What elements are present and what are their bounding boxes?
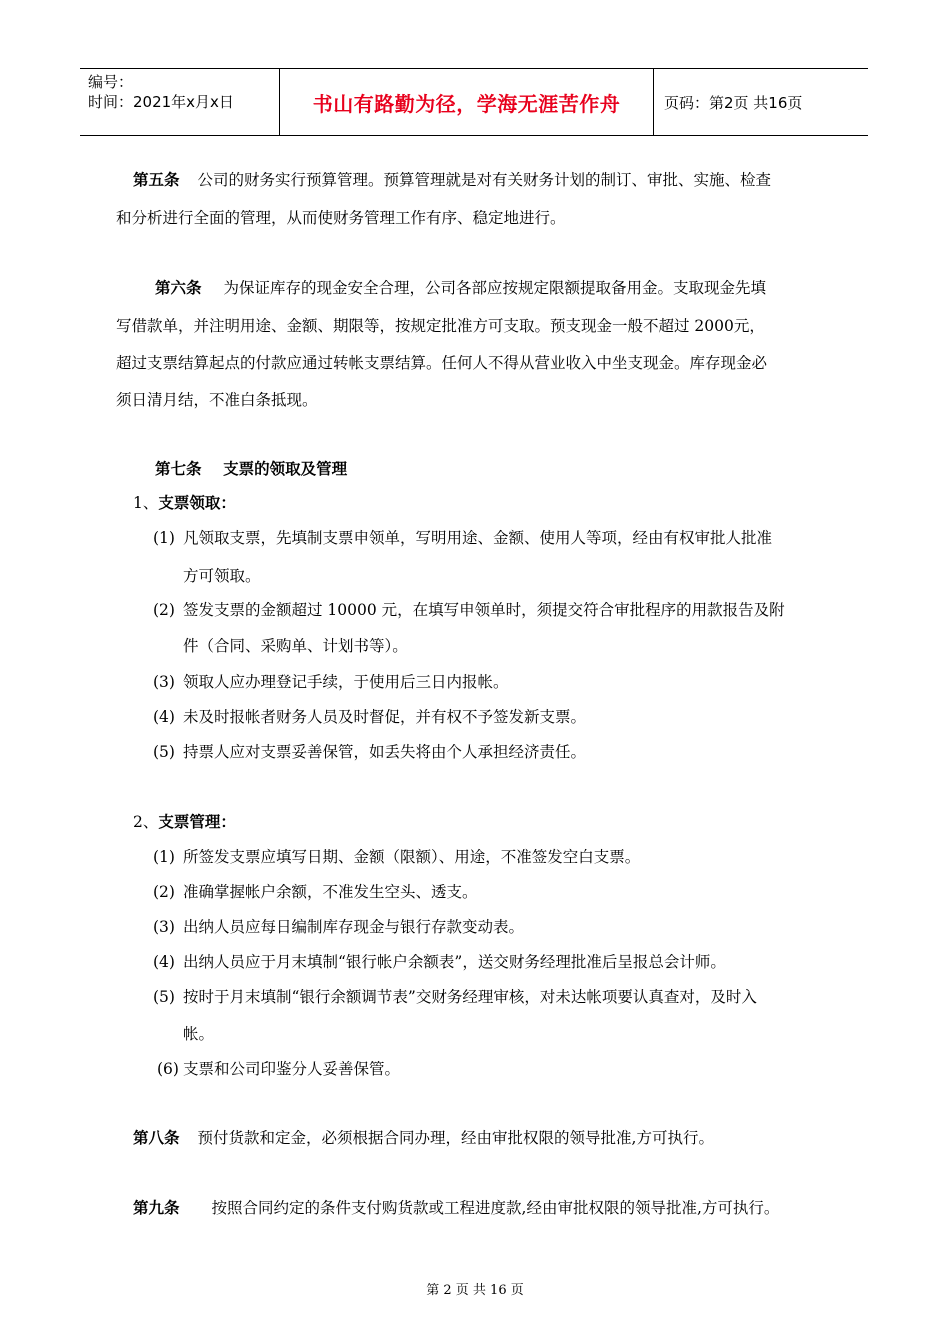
sec2-item-6-text: 支票和公司印鉴分人妥善保管。: [182, 1060, 400, 1078]
sec2-item-5-num: (5): [153, 988, 175, 1006]
art9-title: 第九条: [133, 1198, 180, 1217]
header-page-label: 页码：第2页 共16页: [664, 93, 803, 112]
header-motto: 书山有路勤为径，学海无涯苦作舟: [280, 69, 654, 135]
art8-title: 第八条: [133, 1128, 180, 1147]
page-footer: 第 2 页 共 16 页: [426, 1283, 524, 1298]
sec1-item-3-num: (3): [153, 673, 175, 691]
sec2-item-5: [153, 985, 757, 1007]
sec2-item-6-num: (6): [157, 1060, 179, 1078]
sec2-item-2: [153, 880, 477, 902]
sec1-item-2-text: 签发支票的金额超过 10000 元，在填写申领单时，须提交符合审批程序的用款报告及附: [182, 601, 785, 619]
sec2-item-1-text: 所签发支票应填写日期、金额（限额）、用途，不准签发空白支票。: [182, 848, 641, 866]
sec1-item-4-text: 未及时报帐者财务人员及时督促，并有权不予签发新支票。: [182, 708, 586, 726]
sec2-item-4: [153, 950, 726, 972]
sec2-item-3: [153, 915, 524, 937]
sec1-item-5-text: 持票人应对支票妥善保管，如丢失将由个人承担经济责任。: [182, 743, 586, 761]
art6-text1: 为保证库存的现金安全合理，公司各部应按规定限额提取备用金。支取现金先填: [223, 279, 767, 297]
sec1-item-2-cont: 件（合同、采购单、计划书等）。: [183, 637, 408, 655]
art5-text1: 公司的财务实行预算管理。预算管理就是对有关财务计划的制订、审批、实施、检查: [197, 171, 772, 189]
sec2-item-4-num: (4): [153, 953, 175, 971]
art5-title: 第五条: [133, 170, 180, 189]
sec2-item-3-text: 出纳人员应每日编制库存现金与银行存款变动表。: [182, 918, 524, 936]
art6-title: 第六条: [155, 278, 202, 297]
header-number-label: 编号：: [88, 73, 134, 91]
header-meta: [80, 69, 280, 135]
art7-sec1-num: 1、: [133, 494, 159, 512]
sec1-item-2-num: (2): [153, 601, 175, 619]
art6-line1: [155, 276, 766, 298]
sec1-item-5-num: (5): [153, 743, 175, 761]
art5-line2: 和分析进行全面的管理，从而使财务管理工作有序、稳定地进行。: [116, 209, 566, 227]
sec2-item-5-text: 按时于月末填制“银行余额调节表”交财务经理审核，对未达帐项要认真查对，及时入: [182, 988, 757, 1006]
sec2-item-3-num: (3): [153, 918, 175, 936]
art7-sec1-heading: [133, 491, 236, 513]
art6-line4: 须日清月结，不准白条抵现。: [116, 391, 318, 409]
sec1-item-5: [153, 740, 586, 762]
art7-sec2-title: 支票管理：: [158, 812, 236, 831]
sec1-item-1-text: 凡领取支票，先填制支票申领单，写明用途、金额、使用人等项，经由有权审批人批准: [182, 529, 772, 547]
art5-line1: [133, 168, 771, 190]
art8-line1: [133, 1126, 714, 1148]
sec1-item-1-num: (1): [153, 529, 175, 547]
sec1-item-3-text: 领取人应办理登记手续，于使用后三日内报帐。: [182, 673, 509, 691]
sec1-item-4-num: (4): [153, 708, 175, 726]
art9-line1: [133, 1196, 779, 1218]
art6-line3: 超过支票结算起点的付款应通过转帐支票结算。任何人不得从营业收入中坐支现金。库存现金必: [116, 354, 768, 372]
art7-sec1-title: 支票领取：: [158, 493, 236, 512]
sec1-item-1: [153, 526, 772, 548]
sec1-item-4: [153, 705, 586, 727]
header-time-label: 时间：2021年x月x日: [88, 93, 234, 111]
sec2-item-1: [153, 845, 640, 867]
art7-sec2-num: 2、: [133, 813, 159, 831]
sec2-item-2-text: 准确掌握帐户余额，不准发生空头、透支。: [182, 883, 478, 901]
art8-text1: 预付货款和定金，必须根据合同办理，经由审批权限的领导批准,方可执行。: [197, 1129, 714, 1147]
sec2-item-6: [157, 1057, 400, 1079]
sec1-item-2: [153, 598, 785, 620]
sec1-item-1-cont: 方可领取。: [183, 567, 261, 585]
art9-text1: 按照合同约定的条件支付购货款或工程进度款,经由审批权限的领导批准,方可执行。: [211, 1199, 780, 1217]
page-header: [80, 68, 868, 136]
sec2-item-1-num: (1): [153, 848, 175, 866]
sec2-item-5-cont: 帐。: [183, 1025, 215, 1043]
art7-title: 第七条 支票的领取及管理: [155, 459, 348, 478]
sec2-item-4-text: 出纳人员应于月末填制“银行帐户余额表”，送交财务经理批准后呈报总会计师。: [182, 953, 726, 971]
sec1-item-3: [153, 670, 508, 692]
art7-sec2-heading: [133, 810, 236, 832]
sec2-item-2-num: (2): [153, 883, 175, 901]
art6-line2: 写借款单，并注明用途、金额、期限等，按规定批准方可支取。预支现金一般不超过 2000元，: [116, 317, 765, 335]
